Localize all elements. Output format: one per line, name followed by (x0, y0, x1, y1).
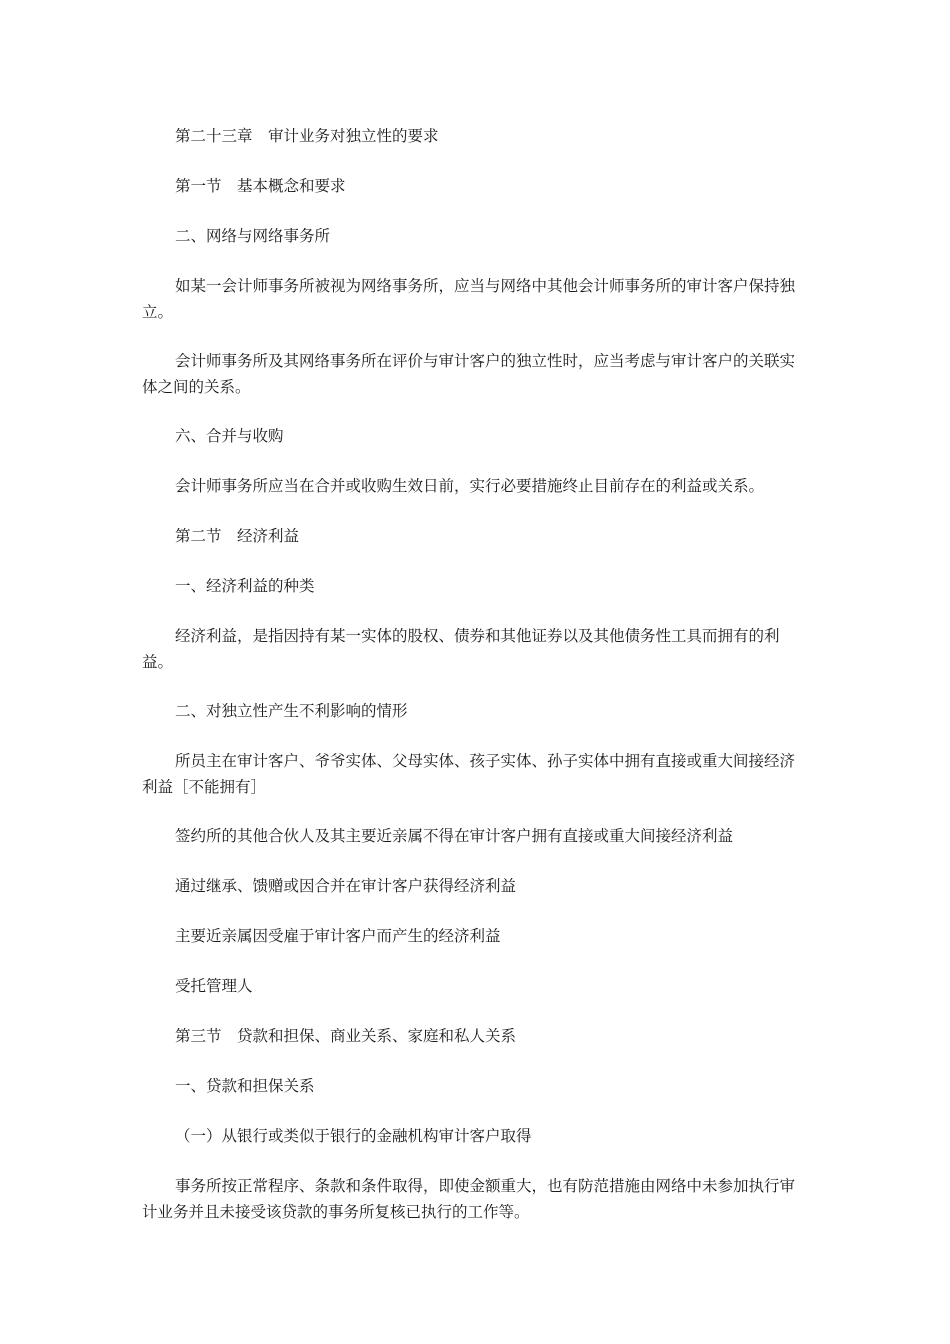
section-title: 第三节 贷款和担保、商业关系、家庭和私人关系 (175, 1027, 517, 1045)
section-title: 第二节 经济利益 (175, 527, 300, 545)
body-paragraph: 通过继承、馈赠或因合并在审计客户获得经济利益 (175, 877, 517, 895)
body-paragraph: 事务所按正常程序、条款和条件取得，即使金额重大，也有防范措施由网络中未参加执行审计业务并且未接受该贷款的事务所复核已执行的工作等。 (142, 1177, 796, 1221)
subsection-heading: （一）从银行或类似于银行的金融机构审计客户取得 (175, 1127, 532, 1145)
body-paragraph: 经济利益，是指因持有某一实体的股权、债券和其他证券以及其他债务性工具而拥有的利益。 (142, 627, 780, 671)
subsection-heading: 一、经济利益的种类 (175, 577, 315, 595)
body-paragraph: 所员主在审计客户、爷爷实体、父母实体、孩子实体、孙子实体中拥有直接或重大间接经济利益［不能拥有］ (142, 752, 796, 796)
subsection-heading: 二、对独立性产生不利影响的情形 (175, 702, 408, 720)
subsection-heading: 二、网络与网络事务所 (175, 227, 331, 245)
section-title: 第一节 基本概念和要求 (175, 177, 346, 195)
body-paragraph: 会计师事务所及其网络事务所在评价与审计客户的独立性时，应当考虑与审计客户的关联实体之间的关系。 (142, 352, 796, 396)
body-paragraph: 会计师事务所应当在合并或收购生效日前，实行必要措施终止目前存在的利益或关系。 (175, 477, 765, 495)
chapter-title: 第二十三章 审计业务对独立性的要求 (175, 127, 439, 145)
subsection-heading: 六、合并与收购 (175, 427, 284, 445)
body-paragraph: 签约所的其他合伙人及其主要近亲属不得在审计客户拥有直接或重大间接经济利益 (175, 827, 734, 845)
body-paragraph: 如某一会计师事务所被视为网络事务所，应当与网络中其他会计师事务所的审计客户保持独立。 (142, 277, 796, 321)
subsection-heading: 一、贷款和担保关系 (175, 1077, 315, 1095)
body-paragraph: 主要近亲属因受雇于审计客户而产生的经济利益 (175, 927, 501, 945)
body-paragraph: 受托管理人 (175, 977, 253, 995)
